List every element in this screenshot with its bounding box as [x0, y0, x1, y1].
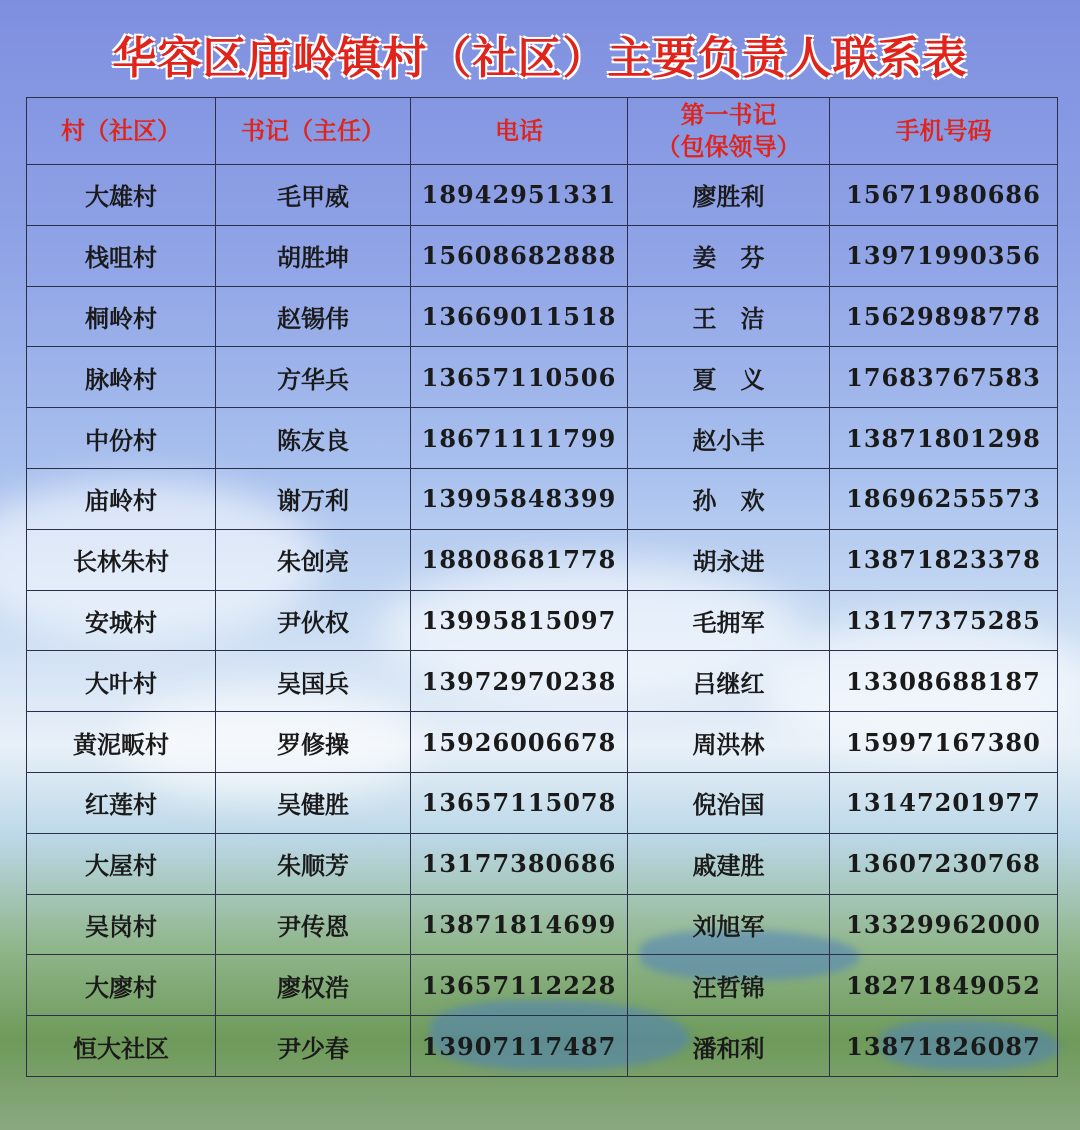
cell-phone: 13871814699: [411, 894, 628, 955]
cell-secretary: 廖权浩: [216, 955, 411, 1016]
header-phone: 电话: [411, 98, 628, 165]
table-row: [27, 833, 1058, 894]
cell-village: 中份村: [27, 408, 216, 469]
cell-secretary: 尹伙权: [216, 590, 411, 651]
cell-village: 吴岗村: [27, 894, 216, 955]
cell-mobile: 18696255573: [830, 468, 1058, 529]
header-first-secretary: 第一书记 （包保领导）: [628, 98, 830, 165]
table-row: [27, 408, 1058, 469]
cell-phone: 13657112228: [411, 955, 628, 1016]
cell-village: 黄泥畈村: [27, 712, 216, 773]
cell-first-secretary: 刘旭军: [628, 894, 830, 955]
page-title: 华容区庙岭镇村（社区）主要负责人联系表: [112, 33, 968, 84]
cell-phone: 13995815097: [411, 590, 628, 651]
table-row: [27, 225, 1058, 286]
cell-phone: 13669011518: [411, 286, 628, 347]
table-row: [27, 712, 1058, 773]
cell-first-secretary: 潘和利: [628, 1016, 830, 1077]
cell-first-secretary: 王 洁: [628, 286, 830, 347]
cell-first-secretary: 汪哲锦: [628, 955, 830, 1016]
cell-secretary: 朱创亮: [216, 529, 411, 590]
cell-secretary: 尹传恩: [216, 894, 411, 955]
cell-secretary: 朱顺芳: [216, 833, 411, 894]
cell-phone: 15608682888: [411, 225, 628, 286]
cell-phone: 18808681778: [411, 529, 628, 590]
cell-village: 安城村: [27, 590, 216, 651]
cell-mobile: 13329962000: [830, 894, 1058, 955]
cell-village: 红莲村: [27, 772, 216, 833]
cell-mobile: 18271849052: [830, 955, 1058, 1016]
table-row: [27, 1016, 1058, 1077]
cell-village: 栈咀村: [27, 225, 216, 286]
cell-secretary: 谢万利: [216, 468, 411, 529]
cell-village: 大叶村: [27, 651, 216, 712]
cell-mobile: 13871823378: [830, 529, 1058, 590]
table-row: [27, 651, 1058, 712]
cell-first-secretary: 夏 义: [628, 347, 830, 408]
header-village: 村（社区）: [27, 98, 216, 165]
cell-mobile: 15997167380: [830, 712, 1058, 773]
cell-secretary: 毛甲威: [216, 165, 411, 226]
cell-village: 大雄村: [27, 165, 216, 226]
cell-secretary: 吴国兵: [216, 651, 411, 712]
cell-first-secretary: 戚建胜: [628, 833, 830, 894]
cell-mobile: 15629898778: [830, 286, 1058, 347]
cell-phone: 13907117487: [411, 1016, 628, 1077]
cell-first-secretary: 孙 欢: [628, 468, 830, 529]
cell-phone: 15926006678: [411, 712, 628, 773]
table-row: [27, 529, 1058, 590]
cell-secretary: 陈友良: [216, 408, 411, 469]
cell-village: 长林朱村: [27, 529, 216, 590]
cell-phone: 13972970238: [411, 651, 628, 712]
cell-first-secretary: 吕继红: [628, 651, 830, 712]
cell-first-secretary: 赵小丰: [628, 408, 830, 469]
table-row: [27, 955, 1058, 1016]
cell-mobile: 13871801298: [830, 408, 1058, 469]
cell-village: 脉岭村: [27, 347, 216, 408]
cell-phone: 18671111799: [411, 408, 628, 469]
cell-first-secretary: 周洪林: [628, 712, 830, 773]
cell-phone: 13995848399: [411, 468, 628, 529]
table-row: [27, 590, 1058, 651]
cell-village: 大屋村: [27, 833, 216, 894]
cell-village: 庙岭村: [27, 468, 216, 529]
cell-phone: 13657115078: [411, 772, 628, 833]
cell-village: 桐岭村: [27, 286, 216, 347]
cell-mobile: 13971990356: [830, 225, 1058, 286]
cell-mobile: 13147201977: [830, 772, 1058, 833]
cell-mobile: 13308688187: [830, 651, 1058, 712]
cell-village: 大廖村: [27, 955, 216, 1016]
cell-first-secretary: 胡永进: [628, 529, 830, 590]
cell-mobile: 13177375285: [830, 590, 1058, 651]
cell-first-secretary: 廖胜利: [628, 165, 830, 226]
table-row: [27, 894, 1058, 955]
table-row: [27, 347, 1058, 408]
cell-mobile: 15671980686: [830, 165, 1058, 226]
cell-secretary: 方华兵: [216, 347, 411, 408]
table-row: [27, 165, 1058, 226]
cell-secretary: 胡胜坤: [216, 225, 411, 286]
cell-first-secretary: 倪治国: [628, 772, 830, 833]
cell-mobile: 13871826087: [830, 1016, 1058, 1077]
contact-table: [26, 97, 1058, 1077]
header-secretary: 书记（主任）: [216, 98, 411, 165]
cell-secretary: 罗修操: [216, 712, 411, 773]
cell-first-secretary: 姜 芬: [628, 225, 830, 286]
cell-mobile: 13607230768: [830, 833, 1058, 894]
header-row: [27, 98, 1058, 165]
cell-secretary: 吴健胜: [216, 772, 411, 833]
cell-phone: 13657110506: [411, 347, 628, 408]
table-row: [27, 286, 1058, 347]
cell-mobile: 17683767583: [830, 347, 1058, 408]
table-row: [27, 468, 1058, 529]
cell-secretary: 尹少春: [216, 1016, 411, 1077]
header-mobile: 手机号码: [830, 98, 1058, 165]
cell-village: 恒大社区: [27, 1016, 216, 1077]
cell-first-secretary: 毛拥军: [628, 590, 830, 651]
cell-phone: 13177380686: [411, 833, 628, 894]
table-row: [27, 772, 1058, 833]
cell-secretary: 赵锡伟: [216, 286, 411, 347]
cell-phone: 18942951331: [411, 165, 628, 226]
